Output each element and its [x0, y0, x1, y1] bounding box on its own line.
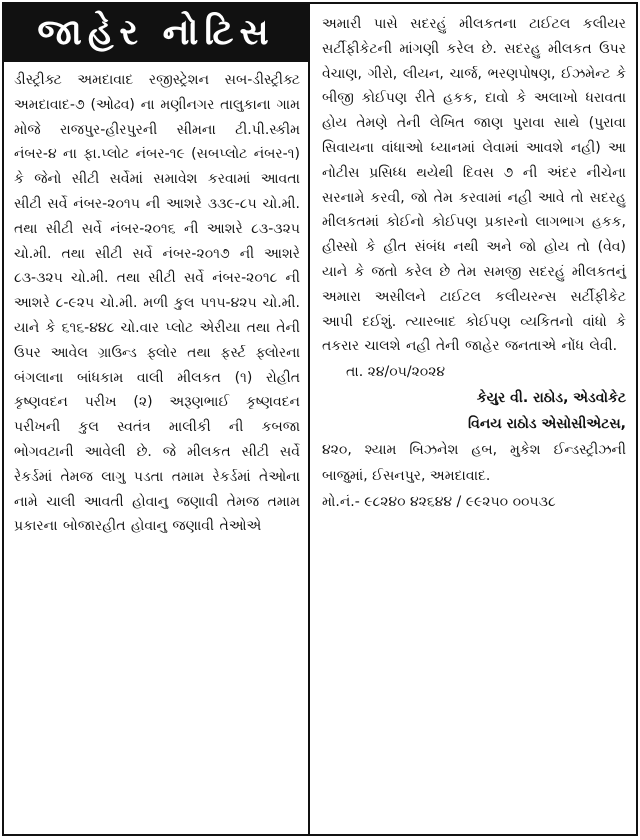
public-notice	[2, 2, 638, 836]
notice-title: જાહેર નોટિસ	[4, 4, 308, 62]
firm-name: વિનય રાઠોડ એસોસીએટસ,	[467, 416, 626, 433]
firm-address: ૪૨૦, શ્યામ બિઝનેશ હબ, મુકેશ ઈન્ડસ્ટ્રીઝની બાજુમાં, ઈસનપુર, અમદાવાદ.	[322, 442, 626, 485]
notice-left-column	[4, 4, 310, 834]
contact-phone: મો.નં.- ૯૮૨૪૦ ૪૨૬૪૪ / ૯૯૨૫૦ ૦૦૫૩૮	[322, 494, 556, 511]
notice-body-right: અમારી પાસે સદરહું મીલકતના ટાઈટલ કલીયર સર્ટીફીકેટની માંગણી કરેલ છે. સદરહુ મીલકત ઉપર વેચાણ, ગીરો, લીયન, ચાર્જ, ભરણપોષણ, ઈઝમેન્ટ કે બીજી કોઈપણ રીતે હકક, દાવો કે અલાખો ધરાવતા હોય તેમણે તેની લેખિત જાણ પુરાવા સાથે (પુરાવા સિવાયના વાંધાઓ ધ્યાનમાં લેવામાં આવશે નહી) આ નોટીસ પ્રસિધ્ધ થયેથી દિવસ ૭ ની અંદર નીચેના સરનામે કરવી, જો તેમ કરવામાં નહી આવે તો સદરહુ મીલકતમાં કોઈનો કોઈપણ પ્રકારનો લાગભાગ હકક, હીસ્સો કે હીત સંબંધ નથી અને જો હોય તો (વેવ) યાને કે જતો કરેલ છે તેમ સમજી સદરહું મીલકતનું અમારા અસીલને ટાઈટલ કલીયરન્સ સર્ટીફીકેટ આપી દઈશું. ત્યારબાદ કોઈપણ વ્યકિતનો વાંધો કે તકરાર ચાલશે નહી તેની જાહેર જનતાએ નોંધ લેવી.	[322, 16, 626, 355]
notice-body-left: ડીસ્ટ્રીક્ટ અમદાવાદ રજીસ્ટ્રેશન સબ-ડીસ્ટ્રીક્ટ અમદાવાદ-૭ (ઓઢવ) ના મણીનગર તાલુકાના ગામ મોજે રાજપુર-હીરપુરની સીમના ટી.પી.સ્કીમ નંબર-૪ ના ફા.પ્લોટ નંબર-૧૯ (સબપ્લોટ નંબર-૧) કે જેનો સીટી સર્વેમાં સમાવેશ કરવામાં આવતા સીટી સર્વે નંબર-૨૦૧૫ ની આશરે ૩૩૯-૮૫ ચો.મી. તથા સીટી સર્વે નંબર-૨૦૧૬ ની આશરે ૮૩-૩૨૫ ચો.મી. તથા સીટી સર્વે નંબર-૨૦૧૭ ની આશરે ૮૩-૩૨૫ ચો.મી. તથા સીટી સર્વે નંબર-૨૦૧૮ ની આશરે ૮-૯૨૫ ચો.મી. મળી કુલ ૫૧૫-૪૨૫ ચો.મી. યાને કે ૬૧૬-૪૪૮ ચો.વાર પ્લોટ એરીયા તથા તેની ઉપર આવેલ ગ્રાઉન્ડ ફ્લોર તથા ફર્સ્ટ ફ્લોરના બંગલાના બાંધકામ વાલી મીલકત (૧) રોહીત કૃષ્ણવદન પરીખ (૨) અરૂણભાઈ કૃષ્ણવદન પરીખની કુલ સ્વતંત્ર માલીકી ની કબજા ભોગવટાની આવેલી છે. જે મીલકત સીટી સર્વે રેકર્ડમાં તેમજ લાગુ પડતા તમામ રેકર્ડમાં તેઓના નામે ચાલી આવતી હોવાનુ જણાવી તેમજ તમામ પ્રકારના બોજારહીત હોવાનુ જણાવી તેઓએ	[14, 72, 300, 535]
notice-right-column	[310, 4, 636, 834]
advocate-name: કેયુર વી. રાઠોડ, એડવોકેટ	[476, 390, 626, 407]
notice-date: તા. ૨૪/૦૫/૨૦૨૪	[346, 364, 446, 381]
